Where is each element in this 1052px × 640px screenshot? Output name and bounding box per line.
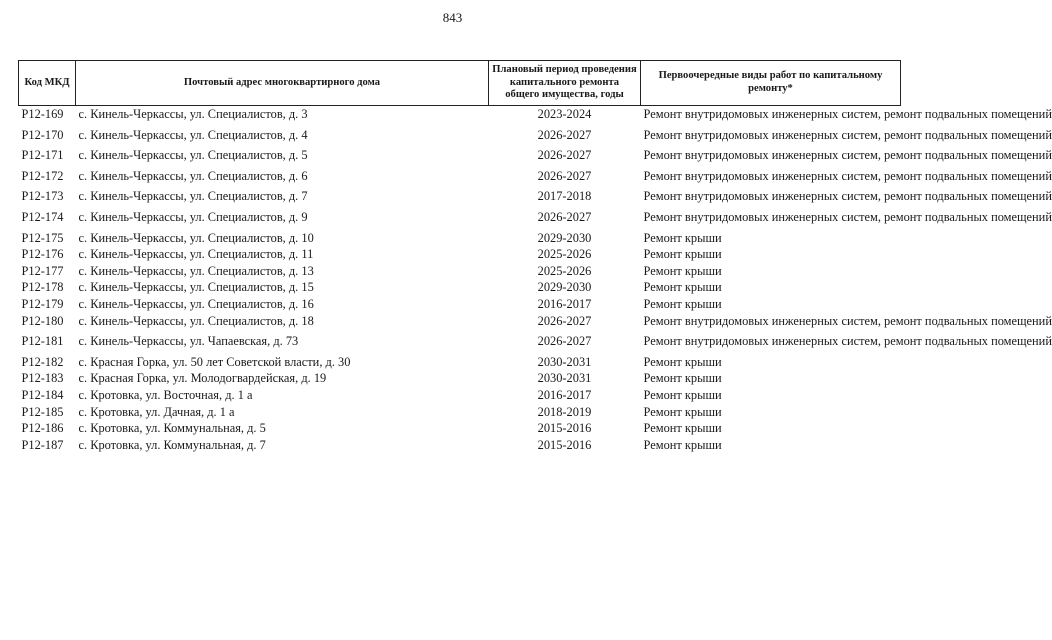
cell-address: с. Кинель-Черкассы, ул. Специалистов, д. 11: [78, 247, 314, 262]
cell-period: 2026-2027: [537, 313, 592, 328]
cell-works: Ремонт крыши: [643, 371, 722, 386]
cell-period: 2029-2030: [537, 280, 592, 295]
table-row: [19, 188, 901, 209]
cell-address: с. Красная Горка, ул. Молодогвардейская, д. 19: [78, 371, 327, 386]
page-number: 843: [442, 10, 463, 25]
table-row: [19, 354, 901, 371]
cell-works: Ремонт внутридомовых инженерных систем, ремонт подвальных помещений: [643, 313, 1052, 328]
cell-address: с. Кинель-Черкассы, ул. Специалистов, д. 3: [78, 107, 308, 121]
cell-address: с. Кинель-Черкассы, ул. Специалистов, д. 16: [78, 296, 314, 311]
cell-code: Р12-175: [21, 230, 64, 245]
cell-address: с. Кинель-Черкассы, ул. Специалистов, д. 13: [78, 263, 314, 278]
cell-works: Ремонт внутридомовых инженерных систем, ремонт подвальных помещений: [643, 127, 1052, 142]
cell-period: 2026-2027: [537, 168, 592, 183]
cell-address: с. Кинель-Черкассы, ул. Специалистов, д. 5: [78, 148, 308, 163]
cell-code: Р12-180: [21, 313, 64, 328]
cell-period: 2026-2027: [537, 127, 592, 142]
cell-works: Ремонт внутридомовых инженерных систем, ремонт подвальных помещений: [643, 107, 1052, 121]
cell-address: с. Кинель-Черкассы, ул. Специалистов, д. 15: [78, 280, 314, 295]
cell-address: с. Кинель-Черкассы, ул. Специалистов, д. 7: [78, 189, 308, 204]
table-row: [19, 127, 901, 148]
table-row: [19, 209, 901, 230]
cell-address: с. Кротовка, ул. Дачная, д. 1 а: [78, 404, 235, 419]
header-works: Первоочередные виды работ по капитальному ремонту*: [641, 61, 901, 106]
table-row: [19, 246, 901, 263]
cell-code: Р12-176: [21, 247, 64, 262]
table-row: [19, 279, 901, 296]
cell-code: Р12-170: [21, 127, 64, 142]
cell-address: с. Кинель-Черкассы, ул. Специалистов, д. 9: [78, 209, 308, 224]
table-row: [19, 437, 901, 454]
cell-address: с. Кинель-Черкассы, ул. Специалистов, д. 18: [78, 313, 314, 328]
cell-code: Р12-178: [21, 280, 64, 295]
cell-code: Р12-179: [21, 296, 64, 311]
cell-works: Ремонт внутридомовых инженерных систем, ремонт подвальных помещений: [643, 168, 1052, 183]
cell-code: Р12-177: [21, 263, 64, 278]
table-row: [19, 106, 901, 127]
cell-code: Р12-173: [21, 189, 64, 204]
table-row: [19, 168, 901, 189]
cell-works: Ремонт крыши: [643, 263, 722, 278]
cell-code: Р12-174: [21, 209, 64, 224]
cell-address: с. Кинель-Черкассы, ул. Специалистов, д. 10: [78, 230, 314, 245]
table-row: [19, 263, 901, 280]
table-row: [19, 387, 901, 404]
cell-period: 2030-2031: [537, 371, 592, 386]
cell-works: Ремонт внутридомовых инженерных систем, ремонт подвальных помещений: [643, 189, 1052, 204]
cell-code: Р12-169: [21, 107, 64, 121]
header-address: Почтовый адрес многоквартирного дома: [76, 61, 489, 106]
cell-works: Ремонт внутридомовых инженерных систем, ремонт подвальных помещений: [643, 148, 1052, 163]
cell-code: Р12-187: [21, 437, 64, 452]
cell-code: Р12-171: [21, 148, 64, 163]
cell-works: Ремонт крыши: [643, 247, 722, 262]
cell-period: 2029-2030: [537, 230, 592, 245]
cell-code: Р12-181: [21, 334, 64, 349]
cell-address: с. Кинель-Черкассы, ул. Специалистов, д. 6: [78, 168, 308, 183]
header-period: Плановый период проведения капитального ремонта общего имущества, годы: [489, 61, 641, 106]
cell-period: 2018-2019: [537, 404, 592, 419]
cell-works: Ремонт крыши: [643, 421, 722, 436]
table-row: [19, 370, 901, 387]
cell-period: 2025-2026: [537, 247, 592, 262]
table-row: [19, 147, 901, 168]
cell-works: Ремонт внутридомовых инженерных систем, ремонт подвальных помещений: [643, 334, 1052, 349]
cell-address: с. Кинель-Черкассы, ул. Чапаевская, д. 73: [78, 334, 299, 349]
cell-works: Ремонт крыши: [643, 296, 722, 311]
cell-period: 2026-2027: [537, 148, 592, 163]
cell-period: 2016-2017: [537, 296, 592, 311]
cell-works: Ремонт крыши: [643, 404, 722, 419]
cell-code: Р12-185: [21, 404, 64, 419]
cell-works: Ремонт крыши: [643, 354, 722, 369]
cell-period: 2015-2016: [537, 437, 592, 452]
cell-works: Ремонт внутридомовых инженерных систем, ремонт подвальных помещений: [643, 209, 1052, 224]
cell-period: 2023-2024: [537, 107, 592, 121]
cell-period: 2016-2017: [537, 387, 592, 402]
table-row: [19, 404, 901, 421]
cell-address: с. Кротовка, ул. Восточная, д. 1 а: [78, 387, 253, 402]
cell-period: 2026-2027: [537, 209, 592, 224]
header-code: Код МКД: [19, 61, 76, 106]
table-row: [19, 230, 901, 247]
cell-code: Р12-184: [21, 387, 64, 402]
cell-works: Ремонт крыши: [643, 387, 722, 402]
cell-address: с. Красная Горка, ул. 50 лет Советской власти, д. 30: [78, 354, 351, 369]
cell-code: Р12-183: [21, 371, 64, 386]
table-row: [19, 333, 901, 354]
cell-address: с. Кинель-Черкассы, ул. Специалистов, д. 4: [78, 127, 308, 142]
cell-period: 2017-2018: [537, 189, 592, 204]
cell-address: с. Кротовка, ул. Коммунальная, д. 5: [78, 421, 266, 436]
table-row: [19, 296, 901, 313]
table-header-row: [19, 61, 901, 106]
cell-period: 2026-2027: [537, 334, 592, 349]
cell-code: Р12-186: [21, 421, 64, 436]
cell-period: 2015-2016: [537, 421, 592, 436]
capital-repair-table: [18, 60, 1052, 453]
table-row: [19, 313, 901, 334]
cell-code: Р12-182: [21, 354, 64, 369]
table-body: [19, 106, 1052, 454]
cell-works: Ремонт крыши: [643, 230, 722, 245]
cell-code: Р12-172: [21, 168, 64, 183]
cell-works: Ремонт крыши: [643, 437, 722, 452]
table-row: [19, 420, 901, 437]
cell-period: 2030-2031: [537, 354, 592, 369]
cell-address: с. Кротовка, ул. Коммунальная, д. 7: [78, 437, 266, 452]
cell-period: 2025-2026: [537, 263, 592, 278]
cell-works: Ремонт крыши: [643, 280, 722, 295]
